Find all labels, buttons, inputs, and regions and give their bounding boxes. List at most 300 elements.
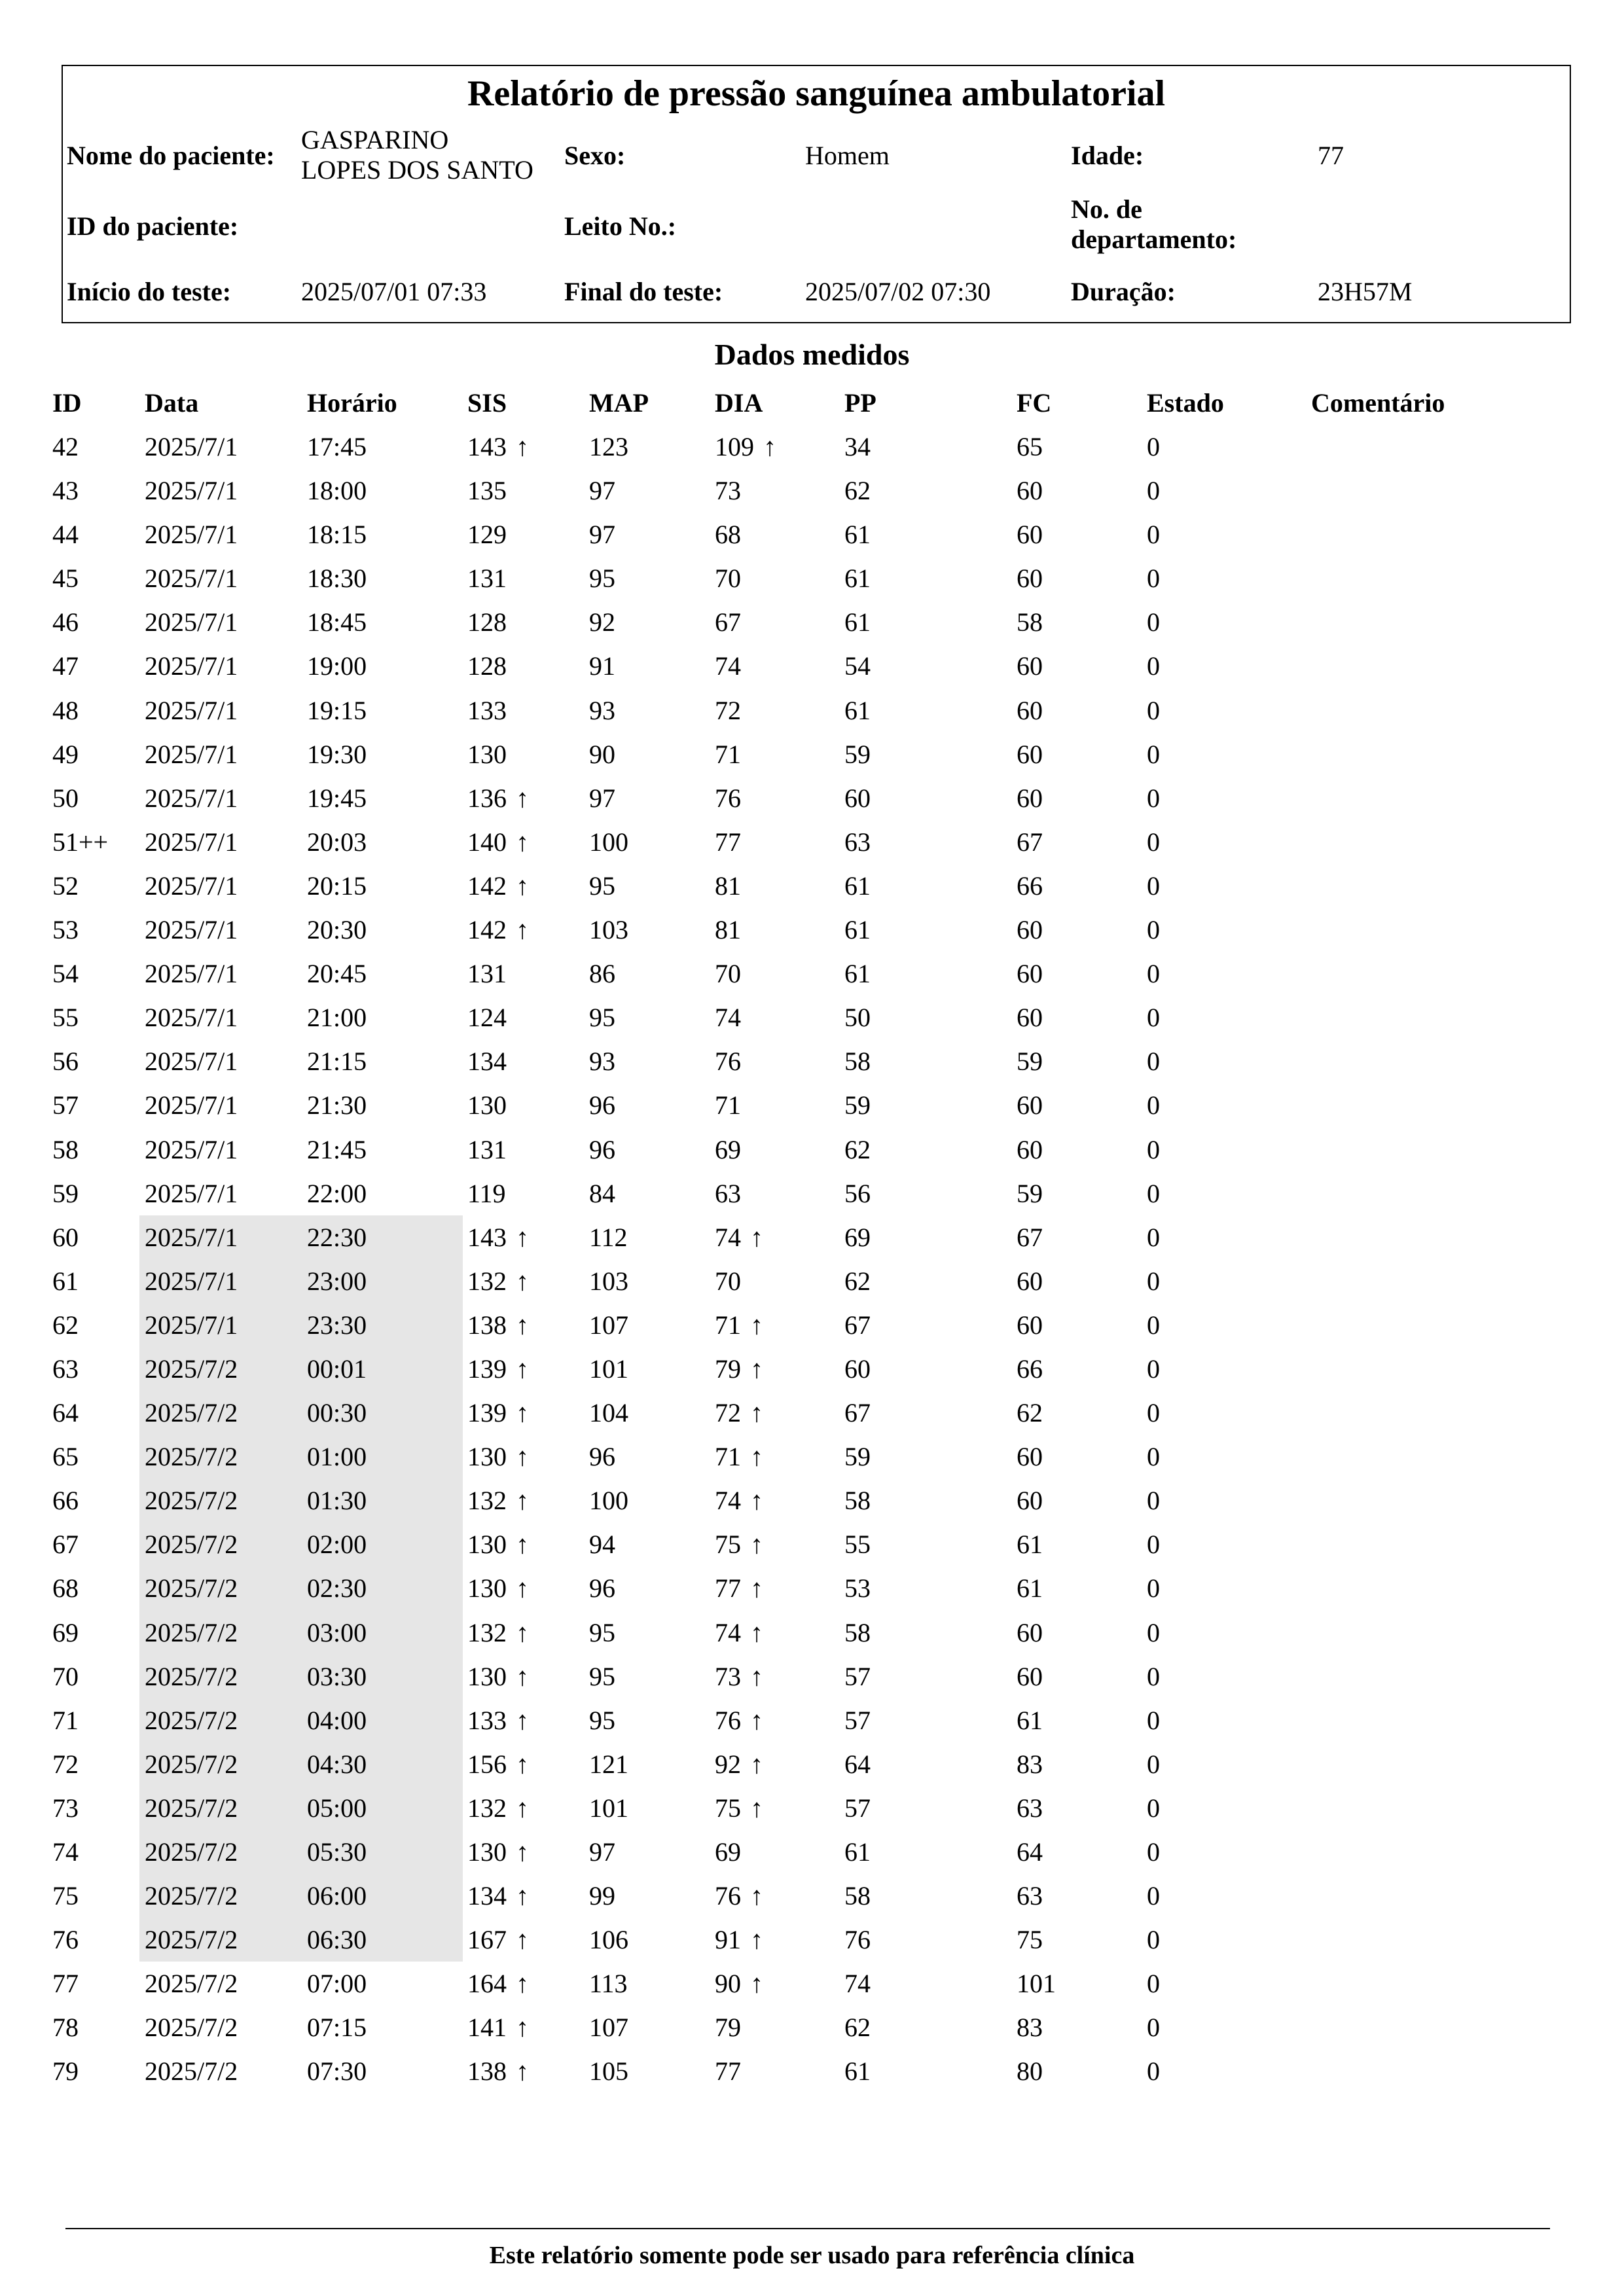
cell-sys [467,695,507,726]
table-row [0,1172,1624,1215]
cell-dia [715,695,741,726]
cell-time [307,1617,367,1648]
cell-time [307,827,367,857]
cell-state [1147,1793,1160,1823]
cell-time [307,1397,367,1428]
cell-id [52,1573,79,1604]
cell-dia [715,2012,741,2043]
cell-state [1147,1661,1160,1692]
cell-id-value: 43 [52,476,79,506]
patient-id-label: ID do paciente: [67,211,239,241]
cell-date-value: 2025/7/1 [145,959,238,989]
cell-time-value: 07:30 [307,2056,367,2087]
cell-id-value: 61 [52,1266,79,1296]
cell-dia [715,1661,763,1692]
cell-dia [715,870,741,901]
age-label: Idade: [1071,141,1144,170]
cell-id-value: 75 [52,1881,79,1911]
cell-hr-value: 60 [1017,1090,1043,1121]
cell-dia [715,1046,741,1077]
cell-pp [844,1749,871,1780]
high-value-arrow-icon: ↑ [750,1793,763,1823]
cell-sys [467,1661,529,1692]
cell-id-value: 68 [52,1573,79,1604]
cell-map-value: 112 [589,1222,628,1252]
cell-sys-value: 140 [467,827,507,857]
cell-date-value: 2025/7/1 [145,476,238,506]
cell-sys-value: 124 [467,1003,507,1033]
table-row [0,2005,1624,2049]
cell-id [52,1046,79,1077]
cell-map [589,1661,615,1692]
cell-hr [1017,607,1043,637]
cell-hr-value: 58 [1017,607,1043,637]
cell-state [1147,1178,1160,1209]
cell-time [307,651,367,681]
cell-pp-value: 58 [844,1486,871,1516]
cell-dia [715,607,741,637]
cell-map-value: 99 [589,1881,615,1911]
cell-date [145,1880,238,1911]
cell-id-value: 63 [52,1354,79,1384]
high-value-arrow-icon: ↑ [750,1661,763,1691]
cell-id [52,1222,79,1253]
cell-pp-value: 61 [844,959,871,989]
cell-time [307,1880,367,1911]
cell-dia-value: 81 [715,870,741,901]
cell-id [52,1002,79,1033]
cell-sys-value: 119 [467,1178,506,1208]
cell-state-value: 0 [1147,1090,1160,1121]
cell-date-value: 2025/7/1 [145,520,238,550]
cell-hr-value: 60 [1017,1486,1043,1516]
cell-dia [715,1924,763,1955]
table-row [0,1698,1624,1742]
cell-hr-value: 61 [1017,1530,1043,1560]
cell-state [1147,695,1160,726]
cell-date-value: 2025/7/1 [145,651,238,681]
table-row [0,1039,1624,1083]
cell-date [145,1705,238,1736]
cell-sys-value: 143 [467,432,507,461]
cell-sys [467,563,507,594]
cell-hr [1017,1705,1043,1736]
table-row [0,469,1624,512]
cell-id [52,1617,79,1648]
cell-map [589,563,615,594]
cell-pp [844,607,871,637]
cell-id-value: 79 [52,2056,79,2087]
cell-dia [715,1749,763,1780]
table-row [0,1611,1624,1655]
cell-sys-value: 133 [467,695,507,725]
cell-pp [844,1397,871,1428]
cell-state [1147,1573,1160,1604]
cell-map-value: 95 [589,564,615,594]
cell-date [145,1002,238,1033]
cell-time [307,1793,367,1823]
cell-hr-value: 60 [1017,476,1043,506]
cell-hr [1017,739,1043,770]
cell-map-value: 90 [589,739,615,769]
cell-id-value: 58 [52,1134,79,1164]
cell-hr-value: 66 [1017,870,1043,901]
cell-sys-value: 142 [467,870,507,901]
cell-sys [467,607,507,637]
cell-map-value: 113 [589,1969,628,1999]
table-row [0,1215,1624,1259]
cell-hr-value: 60 [1017,1134,1043,1164]
cell-date-value: 2025/7/2 [145,1398,238,1428]
cell-map [589,1793,628,1823]
cell-pp [844,519,871,550]
cell-date-value: 2025/7/1 [145,870,238,901]
table-body [0,425,1624,2094]
cell-state [1147,958,1160,989]
cell-state-value: 0 [1147,432,1160,461]
cell-sys-value: 142 [467,915,507,945]
cell-time-value: 23:00 [307,1266,367,1296]
cell-dia [715,739,741,770]
age-value: 77 [1318,141,1344,170]
cell-map [589,1266,628,1297]
cell-state-value: 0 [1147,1003,1160,1033]
table-row [0,512,1624,556]
cell-id-value: 64 [52,1398,79,1428]
cell-dia-value: 109 [715,432,754,461]
cell-time [307,1354,367,1384]
cell-pp-value: 57 [844,1661,871,1691]
cell-map [589,914,628,945]
cell-pp-value: 57 [844,1793,871,1823]
cell-sys [467,1002,507,1033]
cell-pp [844,1090,871,1121]
cell-hr [1017,475,1043,506]
cell-time-value: 20:45 [307,959,367,989]
cell-map [589,1046,615,1077]
high-value-arrow-icon: ↑ [750,1222,763,1252]
cell-time-value: 20:15 [307,870,367,901]
sex-value: Homem [805,141,890,170]
high-value-arrow-icon: ↑ [750,1530,763,1560]
cell-time [307,431,367,462]
cell-state-value: 0 [1147,1134,1160,1164]
cell-sys-value: 167 [467,1925,507,1955]
cell-date-value: 2025/7/2 [145,1925,238,1955]
cell-sys [467,1046,507,1077]
cell-hr [1017,1924,1043,1955]
cell-date [145,651,238,681]
cell-state-value: 0 [1147,827,1160,857]
cell-time-value: 03:00 [307,1617,367,1647]
cell-dia [715,519,741,550]
cell-map [589,1002,615,1033]
cell-time-value: 05:00 [307,1793,367,1823]
cell-time [307,1529,367,1560]
cell-state-value: 0 [1147,520,1160,550]
cell-hr-value: 60 [1017,1442,1043,1472]
cell-sys-value: 130 [467,1661,507,1691]
cell-map-value: 94 [589,1530,615,1560]
cell-dia-value: 76 [715,1881,741,1911]
test-end-label: Final do teste: [564,277,723,306]
cell-id [52,2056,79,2087]
cell-map-value: 84 [589,1178,615,1208]
cell-date [145,519,238,550]
cell-pp-value: 59 [844,739,871,769]
cell-time-value: 17:45 [307,432,367,461]
cell-sys-value: 130 [467,1442,507,1472]
cell-time [307,1266,367,1297]
cell-hr-value: 67 [1017,827,1043,857]
cell-state [1147,1310,1160,1340]
cell-hr-value: 67 [1017,1222,1043,1252]
cell-pp [844,651,871,681]
high-value-arrow-icon: ↑ [516,2056,529,2087]
high-value-arrow-icon: ↑ [516,1354,529,1384]
cell-sys [467,1837,529,1867]
cell-state [1147,827,1160,857]
cell-sys-value: 131 [467,959,507,989]
cell-pp-value: 56 [844,1178,871,1208]
cell-id [52,1134,79,1165]
cell-sys [467,1134,507,1165]
cell-state-value: 0 [1147,1442,1160,1472]
cell-pp [844,1046,871,1077]
cell-dia-value: 71 [715,1310,741,1340]
col-header-sys: SIS [467,388,507,418]
col-header-dia: DIA [715,388,763,418]
cell-state [1147,1705,1160,1736]
cell-map [589,2012,628,2043]
cell-sys-value: 132 [467,1793,507,1823]
cell-hr [1017,2056,1043,2087]
cell-id-value: 46 [52,607,79,637]
cell-date [145,958,238,989]
cell-id [52,914,79,945]
cell-date-value: 2025/7/2 [145,1749,238,1779]
cell-id [52,1968,79,1999]
cell-dia-value: 75 [715,1793,741,1823]
table-row [0,1303,1624,1347]
cell-sys-value: 136 [467,783,507,813]
cell-state [1147,1046,1160,1077]
cell-state-value: 0 [1147,2013,1160,2043]
cell-id-value: 57 [52,1090,79,1121]
cell-sys [467,1485,529,1516]
footer-divider [65,2228,1550,2229]
cell-sys-value: 139 [467,1398,507,1428]
cell-dia [715,1485,763,1516]
cell-state-value: 0 [1147,695,1160,725]
cell-map-value: 91 [589,651,615,681]
cell-dia-value: 71 [715,1442,741,1472]
cell-sys [467,1178,506,1209]
cell-id [52,783,79,814]
cell-hr-value: 64 [1017,1837,1043,1867]
cell-state [1147,870,1160,901]
report-header-box [62,65,1571,323]
cell-hr-value: 61 [1017,1573,1043,1604]
cell-date-value: 2025/7/2 [145,1530,238,1560]
cell-id [52,1485,79,1516]
cell-sys [467,1705,529,1736]
cell-map [589,1397,628,1428]
cell-map-value: 96 [589,1090,615,1121]
cell-state [1147,563,1160,594]
cell-date [145,431,238,462]
table-row [0,1962,1624,2005]
cell-sys [467,1924,529,1955]
cell-time [307,1046,367,1077]
cell-pp [844,1924,871,1955]
cell-id-value: 78 [52,2013,79,2043]
report-title: Relatório de pressão sanguínea ambulatorial [467,73,1166,114]
cell-pp [844,783,871,814]
cell-date [145,1310,238,1340]
table-row [0,1435,1624,1479]
cell-map [589,475,615,506]
cell-date [145,1354,238,1384]
cell-map-value: 97 [589,783,615,813]
cell-date [145,1924,238,1955]
high-value-arrow-icon: ↑ [750,1969,763,1999]
col-header-date: Data [145,388,199,418]
cell-hr [1017,783,1043,814]
cell-state-value: 0 [1147,1310,1160,1340]
cell-id [52,519,79,550]
cell-date-value: 2025/7/2 [145,2013,238,2043]
cell-sys-value: 129 [467,520,507,550]
table-row [0,1347,1624,1391]
cell-time-value: 07:15 [307,2013,367,2043]
cell-dia-value: 74 [715,1617,741,1647]
cell-dia-value: 90 [715,1969,741,1999]
cell-pp-value: 67 [844,1310,871,1340]
cell-dia-value: 92 [715,1749,741,1779]
table-row [0,1522,1624,1566]
table-row [0,1479,1624,1522]
cell-hr-value: 60 [1017,520,1043,550]
cell-pp-value: 54 [844,651,871,681]
cell-map-value: 105 [589,2056,628,2087]
cell-sys-value: 138 [467,1310,507,1340]
cell-hr [1017,1134,1043,1165]
cell-state-value: 0 [1147,783,1160,813]
cell-time [307,914,367,945]
cell-pp [844,1880,871,1911]
cell-state-value: 0 [1147,1222,1160,1252]
cell-time [307,783,367,814]
cell-id-value: 47 [52,651,79,681]
cell-hr-value: 59 [1017,1178,1043,1208]
col-header-pp: PP [844,388,876,418]
cell-sys-value: 134 [467,1881,507,1911]
cell-state [1147,739,1160,770]
cell-dia [715,1529,763,1560]
cell-hr [1017,695,1043,726]
cell-time-value: 21:30 [307,1090,367,1121]
cell-hr-value: 63 [1017,1793,1043,1823]
cell-hr [1017,958,1043,989]
cell-id [52,431,79,462]
cell-pp [844,475,871,506]
high-value-arrow-icon: ↑ [750,1486,763,1516]
high-value-arrow-icon: ↑ [750,1925,763,1955]
cell-state-value: 0 [1147,1705,1160,1735]
cell-time [307,695,367,726]
cell-state [1147,475,1160,506]
cell-sys-value: 132 [467,1266,507,1296]
footer-note: Este relatório somente pode ser usado para referência clínica [489,2242,1135,2269]
table-row [0,644,1624,688]
high-value-arrow-icon: ↑ [516,1266,529,1296]
cell-date [145,1222,238,1253]
cell-dia-value: 74 [715,651,741,681]
cell-hr-value: 75 [1017,1925,1043,1955]
cell-id-value: 76 [52,1925,79,1955]
cell-state [1147,1090,1160,1121]
cell-map-value: 100 [589,827,628,857]
cell-date [145,1529,238,1560]
cell-dia [715,1310,763,1340]
cell-date-value: 2025/7/2 [145,1837,238,1867]
cell-hr-value: 65 [1017,432,1043,461]
patient-name-line1: GASPARINO [301,125,449,154]
cell-dia-value: 79 [715,1354,741,1384]
cell-pp [844,1968,871,1999]
cell-date [145,1090,238,1121]
cell-time [307,563,367,594]
cell-map-value: 95 [589,870,615,901]
cell-state [1147,1134,1160,1165]
cell-id-value: 45 [52,564,79,594]
cell-time-value: 18:30 [307,564,367,594]
cell-map-value: 107 [589,1310,628,1340]
duration-value: 23H57M [1318,277,1413,306]
table-row [0,556,1624,600]
cell-state [1147,607,1160,637]
cell-time [307,1749,367,1780]
cell-id-value: 48 [52,695,79,725]
cell-map [589,1529,615,1560]
cell-id-value: 73 [52,1793,79,1823]
cell-dia [715,1266,741,1297]
cell-id [52,1705,79,1736]
cell-pp [844,1837,871,1867]
cell-dia [715,1617,763,1648]
cell-pp-value: 50 [844,1003,871,1033]
cell-state-value: 0 [1147,476,1160,506]
cell-id [52,958,79,989]
cell-hr [1017,1485,1043,1516]
cell-hr-value: 60 [1017,915,1043,945]
cell-time-value: 06:00 [307,1881,367,1911]
cell-pp-value: 61 [844,2056,871,2087]
cell-id-value: 71 [52,1705,79,1735]
cell-time-value: 20:03 [307,827,367,857]
cell-map [589,1880,615,1911]
cell-map [589,1573,615,1604]
cell-date-value: 2025/7/2 [145,1486,238,1516]
cell-time-value: 03:30 [307,1661,367,1691]
bed-label: Leito No.: [564,211,677,241]
cell-state-value: 0 [1147,1047,1160,1077]
cell-id [52,475,79,506]
high-value-arrow-icon: ↑ [516,783,529,813]
cell-dia [715,1134,741,1165]
cell-date [145,1441,238,1472]
